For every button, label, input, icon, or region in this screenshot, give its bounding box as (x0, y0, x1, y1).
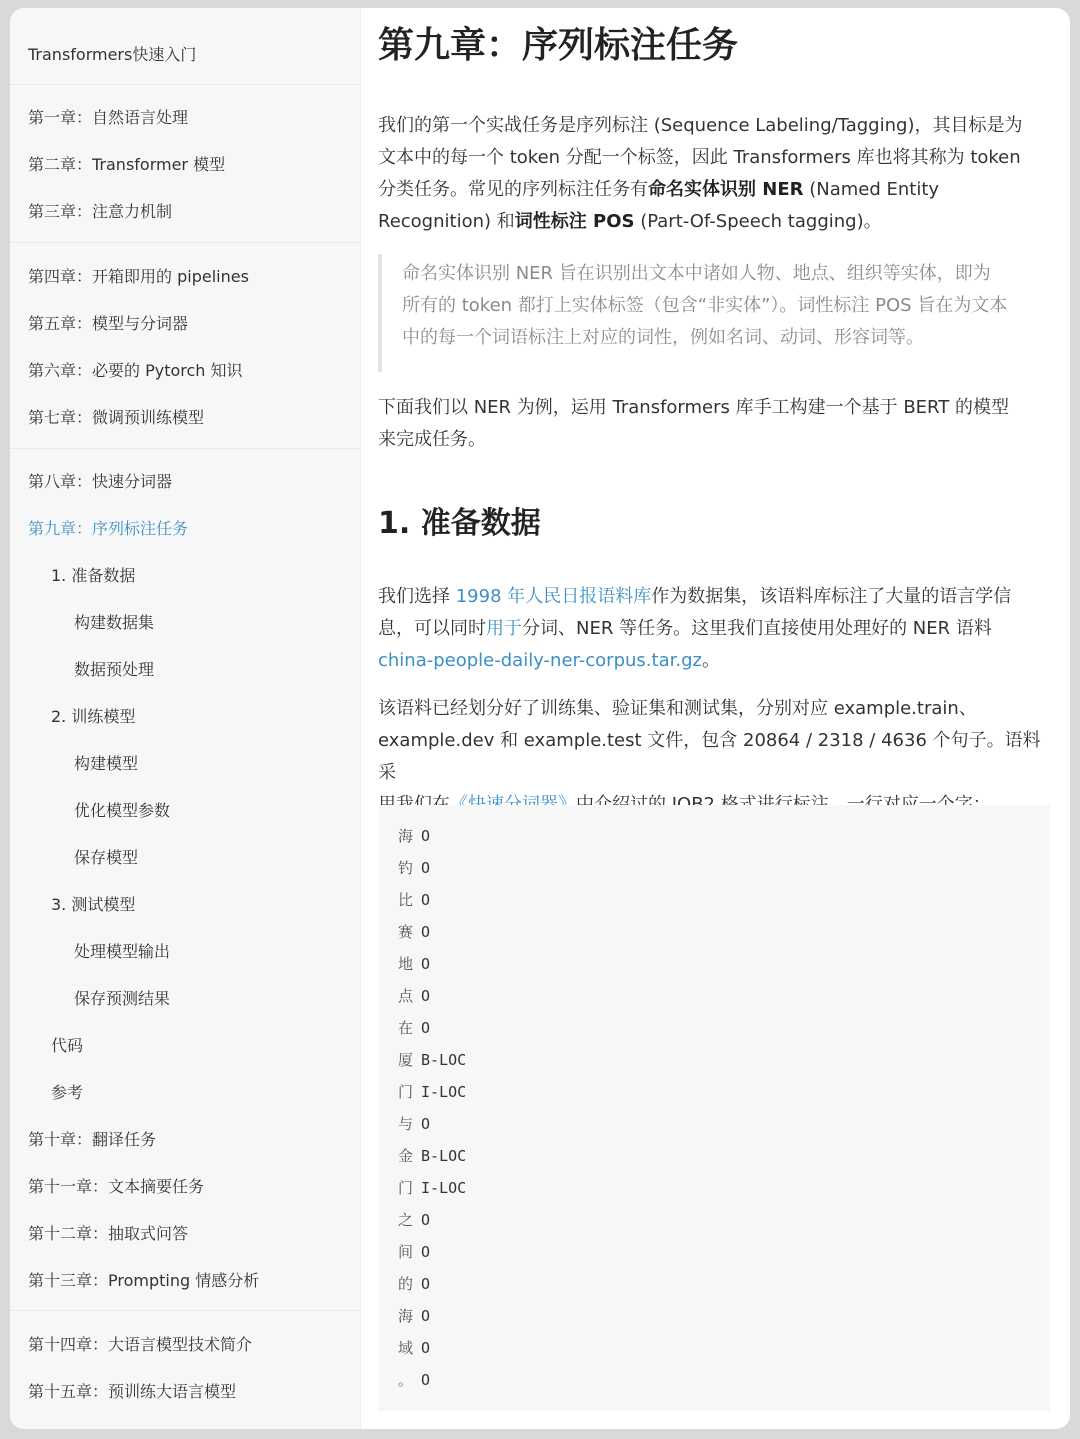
code-char: 钓 (398, 859, 414, 877)
code-char: 赛 (398, 923, 414, 941)
code-tag: O (421, 891, 431, 909)
p3-text: 我们选择 (378, 586, 456, 607)
p3-text: 息，可以同时 (378, 618, 486, 639)
code-line (398, 1210, 430, 1230)
nav-sub-preprocess[interactable]: 数据预处理 (74, 660, 155, 679)
nav-chapter-10[interactable]: 第十章：翻译任务 (28, 1130, 157, 1149)
quote-line-1: 命名实体识别 NER 旨在识别出文本中诸如人物、地点、组织等实体，即为 (402, 263, 991, 284)
code-tag: I-LOC (421, 1083, 467, 1101)
code-line (398, 826, 430, 846)
code-line (398, 1274, 430, 1294)
code-char: 与 (398, 1115, 414, 1133)
code-line (398, 858, 430, 878)
code-char: 比 (398, 891, 414, 909)
code-tag: O (421, 987, 431, 1005)
pos-bold: 词性标注 POS (514, 211, 635, 232)
nav-section-train-model[interactable]: 2. 训练模型 (51, 707, 136, 726)
nav-chapter-8[interactable]: 第八章：快速分词器 (28, 472, 173, 491)
code-tag: O (421, 1339, 431, 1357)
nav-chapter-7[interactable]: 第七章：微调预训练模型 (28, 408, 205, 427)
code-tag: O (421, 1275, 431, 1293)
sidebar-divider (10, 84, 360, 85)
p2-line-1: 下面我们以 NER 为例，运用 Transformers 库手工构建一个基于 BERT 的模型 (378, 397, 1009, 418)
code-block[interactable] (378, 805, 1050, 1411)
blockquote-text (402, 258, 1032, 354)
nav-chapter-5[interactable]: 第五章：模型与分词器 (28, 314, 189, 333)
code-line (398, 1146, 466, 1166)
nav-sub-process-output[interactable]: 处理模型输出 (74, 942, 171, 961)
nav-section-test-model[interactable]: 3. 测试模型 (51, 895, 136, 914)
sidebar-divider (10, 242, 360, 243)
nav-sub-build-dataset[interactable]: 构建数据集 (74, 613, 155, 632)
code-char: 。 (398, 1371, 414, 1389)
code-line (398, 1370, 430, 1390)
code-line (398, 922, 430, 942)
code-tag: B-LOC (421, 1051, 467, 1069)
code-char: 间 (398, 1243, 414, 1261)
intro-line-2: 文本中的每一个 token 分配一个标签，因此 Transformers 库也将其称为 token (378, 147, 1021, 168)
nav-chapter-11[interactable]: 第十一章：文本摘要任务 (28, 1177, 205, 1196)
code-line (398, 1050, 466, 1070)
code-line (398, 1082, 466, 1102)
code-tag: O (421, 955, 431, 973)
usage-link[interactable]: 用于 (486, 618, 522, 639)
nav-chapter-9-active[interactable]: 第九章：序列标注任务 (28, 519, 189, 538)
intro-line-4 (378, 206, 1048, 238)
dataset-paragraph (378, 581, 1048, 677)
page-title: 第九章：序列标注任务 (378, 25, 739, 66)
code-char: 在 (398, 1019, 414, 1037)
main-content (378, 8, 1050, 1429)
code-tag: B-LOC (421, 1147, 467, 1165)
sidebar-divider (10, 448, 360, 449)
code-line (398, 1178, 466, 1198)
nav-chapter-4[interactable]: 第四章：开箱即用的 pipelines (28, 267, 249, 286)
code-char: 点 (398, 987, 414, 1005)
people-daily-corpus-link[interactable]: 1998 年人民日报语料库 (455, 586, 652, 607)
nav-chapter-6[interactable]: 第六章：必要的 Pytorch 知识 (28, 361, 243, 380)
nav-chapter-12[interactable]: 第十二章：抽取式问答 (28, 1224, 189, 1243)
code-tag: O (421, 923, 431, 941)
p3-text: 。 (701, 650, 720, 671)
blockquote (378, 254, 1032, 372)
section-heading-prepare-data: 1. 准备数据 (378, 506, 541, 541)
code-line (398, 1114, 430, 1134)
code-char: 海 (398, 827, 414, 845)
nav-sub-build-model[interactable]: 构建模型 (74, 754, 139, 773)
code-tag: O (421, 1243, 431, 1261)
intro-line-1: 我们的第一个实战任务是序列标注 (Sequence Labeling/Tagging)，其目标是为 (378, 115, 1023, 136)
ner-example-paragraph (378, 392, 1048, 456)
code-char: 之 (398, 1211, 414, 1229)
nav-section-prepare-data[interactable]: 1. 准备数据 (51, 566, 136, 585)
p4-line-2: example.dev 和 example.test 文件，包含 20864 / 2318 / 4636 个句子。语料采 (378, 730, 1041, 783)
code-char: 地 (398, 955, 414, 973)
intro-text: Recognition) 和 (378, 211, 515, 232)
code-tag: O (421, 1307, 431, 1325)
splits-paragraph (378, 693, 1048, 821)
p4-line-1: 该语料已经划分好了训练集、验证集和测试集，分别对应 example.train、 (378, 698, 977, 719)
book-title[interactable]: Transformers快速入门 (28, 45, 197, 64)
sidebar (10, 8, 361, 1429)
p3-text: 作为数据集，该语料库标注了大量的语言学信 (651, 586, 1012, 607)
nav-sub-save-predictions[interactable]: 保存预测结果 (74, 989, 171, 1008)
code-line (398, 1338, 430, 1358)
code-char: 域 (398, 1339, 414, 1357)
intro-line-3 (378, 174, 1048, 206)
nav-sub-save-model[interactable]: 保存模型 (74, 848, 139, 867)
nav-chapter-1[interactable]: 第一章：自然语言处理 (28, 108, 189, 127)
nav-chapter-14[interactable]: 第十四章：大语言模型技术简介 (28, 1335, 253, 1354)
code-line (398, 890, 430, 910)
code-line (398, 1018, 430, 1038)
code-tag: I-LOC (421, 1179, 467, 1197)
quote-line-3: 中的每一个词语标注上对应的词性，例如名词、动词、形容词等。 (402, 327, 924, 348)
code-line (398, 1242, 430, 1262)
nav-chapter-13[interactable]: 第十三章：Prompting 情感分析 (28, 1271, 260, 1290)
code-tag: O (421, 1019, 431, 1037)
code-tag: O (421, 1371, 431, 1389)
quote-line-2: 所有的 token 都打上实体标签（包含“非实体”）。词性标注 POS 旨在为文本 (402, 295, 1008, 316)
code-line (398, 1306, 430, 1326)
code-char: 的 (398, 1275, 414, 1293)
intro-paragraph (378, 110, 1048, 238)
nav-sub-optimize-params[interactable]: 优化模型参数 (74, 801, 171, 820)
code-char: 厦 (398, 1051, 414, 1069)
nav-chapter-3[interactable]: 第三章：注意力机制 (28, 202, 173, 221)
sidebar-divider (10, 1310, 360, 1311)
p3-line-2 (378, 613, 1048, 645)
code-tag: O (421, 1115, 431, 1133)
code-tag: O (421, 859, 431, 877)
nav-section-code[interactable]: 代码 (51, 1036, 84, 1055)
code-char: 金 (398, 1147, 414, 1165)
p2-line-2: 来完成任务。 (378, 429, 486, 450)
nav-chapter-15[interactable]: 第十五章：预训练大语言模型 (28, 1382, 237, 1401)
p3-text: 分词、NER 等任务。这里我们直接使用处理好的 NER 语料 (522, 618, 992, 639)
intro-text: (Part-Of-Speech tagging)。 (634, 211, 882, 232)
nav-section-references[interactable]: 参考 (51, 1083, 84, 1102)
intro-text: (Named Entity (803, 179, 940, 200)
code-char: 门 (398, 1179, 414, 1197)
nav-chapter-2[interactable]: 第二章：Transformer 模型 (28, 155, 226, 174)
p3-line-3 (378, 645, 1048, 677)
code-char: 海 (398, 1307, 414, 1325)
ner-bold: 命名实体识别 NER (648, 179, 804, 200)
corpus-download-link[interactable]: china-people-daily-ner-corpus.tar.gz (378, 650, 702, 671)
code-char: 门 (398, 1083, 414, 1101)
code-line (398, 986, 430, 1006)
code-line (398, 954, 430, 974)
code-tag: O (421, 827, 431, 845)
intro-text: 分类任务。常见的序列标注任务有 (378, 179, 648, 200)
code-tag: O (421, 1211, 431, 1229)
p3-line-1 (378, 581, 1048, 613)
window (10, 8, 1070, 1429)
